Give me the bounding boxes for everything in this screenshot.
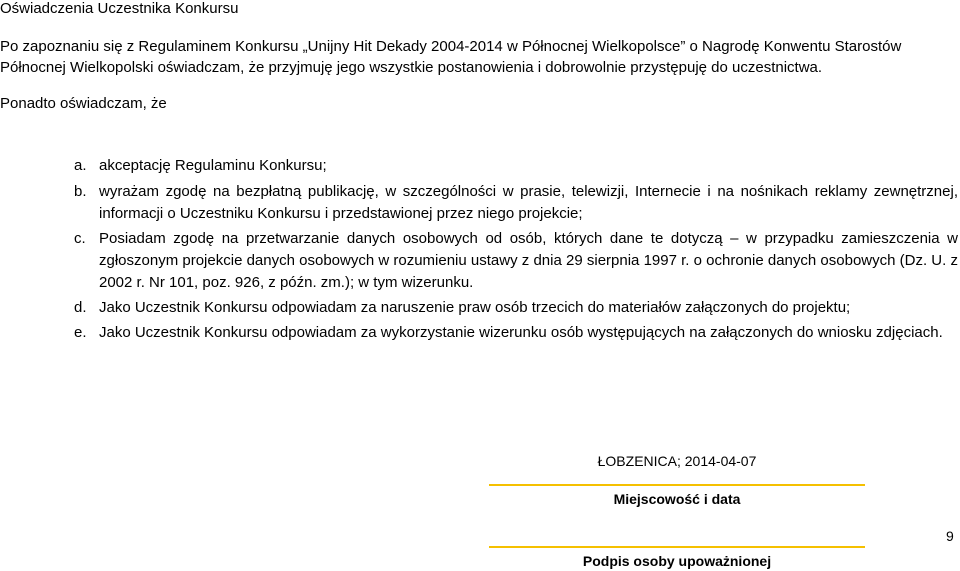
list-item-text: akceptację Regulaminu Konkursu;	[99, 157, 327, 174]
list-item-text: Jako Uczestnik Konkursu odpowiadam za naruszenie praw osób trzecich do materiałów załączonych do projektu;	[99, 299, 851, 316]
list-item-letter: d.	[74, 299, 87, 316]
page-number: 9	[946, 528, 954, 544]
location-date-value: ŁOBZENICA; 2014-04-07	[597, 453, 757, 469]
list-item-letter: e.	[74, 324, 87, 341]
declaration-list	[74, 155, 958, 347]
list-item	[74, 297, 958, 319]
list-item	[74, 322, 958, 344]
list-item-letter: c.	[74, 230, 86, 247]
list-item-letter: b.	[74, 183, 87, 200]
signature-line	[489, 546, 865, 548]
list-item	[74, 228, 958, 294]
list-item	[74, 155, 958, 177]
signature-label: Podpis osoby upoważnionej	[582, 553, 772, 569]
list-item-text: wyrażam zgodę na bezpłatną publikację, w szczególności w prasie, telewizji, Internecie i na nośnikach reklamy zewnętrznej, informacji o Uczestniku Konkursu i przedstawionej przez niego projekcie;	[99, 183, 958, 222]
location-date-label: Miejscowość i data	[613, 491, 741, 507]
list-item-text: Jako Uczestnik Konkursu odpowiadam za wykorzystanie wizerunku osób występujących na załączonych do wniosku zdjęciach.	[99, 324, 943, 341]
location-date-line	[489, 484, 865, 486]
list-item-letter: a.	[74, 157, 87, 174]
list-item	[74, 181, 958, 225]
intro-paragraph: Po zapoznaniu się z Regulaminem Konkursu „Unijny Hit Dekady 2004-2014 w Północnej Wielkopolsce” o Nagrodę Konwentu Starostów Północnej Wielkopolski oświadczam, że przyjmuję jego wszystkie postanowienia i dobrowolnie przystępuję do uczestnictwa.	[0, 38, 902, 76]
document-title: Oświadczenia Uczestnika Konkursu	[0, 0, 239, 17]
ponadto-text: Ponadto oświadczam, że	[0, 95, 167, 112]
list-item-text: Posiadam zgodę na przetwarzanie danych osobowych od osób, których dane te dotyczą – w przypadku zamieszczenia w zgłoszonym projekcie danych osobowych w rozumieniu ustawy z dnia 29 sierpnia 1997 r. o ochronie danych osobowych (Dz. U. z 2002 r. Nr 101, poz. 926, z późn. zm.); w tym wizerunku.	[99, 230, 958, 291]
